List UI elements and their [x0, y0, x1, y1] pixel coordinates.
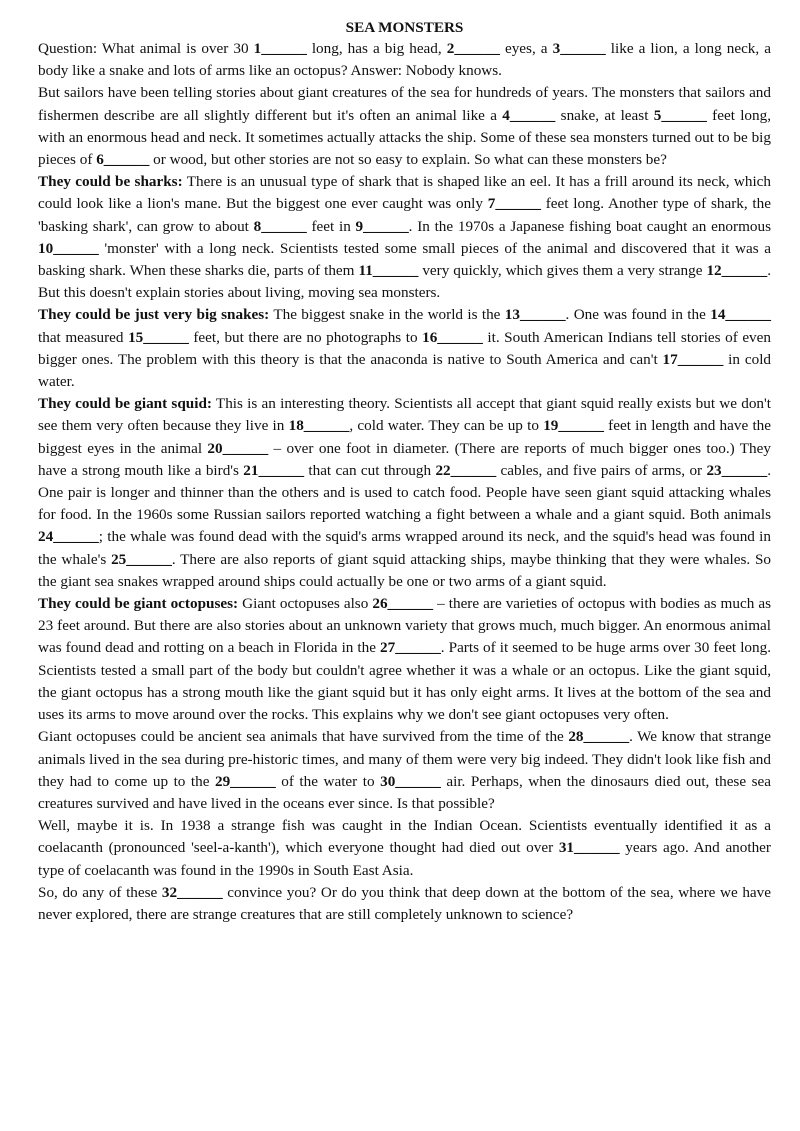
paragraph [38, 393, 771, 593]
text-run: – there are varieties of octopus with bodies as much as 23 feet around. But there are also stories about an unknown variety that grows much, much bigger. An enormous animal was found dead and rotting on a beach in Florida in the [38, 595, 771, 657]
text-run: Question: What animal is over 30 [38, 40, 254, 57]
paragraph [38, 726, 771, 815]
paragraph [38, 82, 771, 171]
gap-blank: 29______ [214, 772, 276, 790]
section-heading: They could be giant octopuses: [38, 595, 239, 613]
text-run: in cold water. [38, 350, 772, 391]
gap-blank: 20______ [207, 439, 269, 457]
gap-blank: 4______ [502, 106, 556, 124]
gap-blank: 6______ [96, 151, 150, 169]
paragraph [38, 815, 771, 882]
text-run: cables, and five pairs of arms, or [496, 461, 707, 479]
gap-blank: 27______ [380, 639, 441, 657]
gap-blank: 21______ [243, 461, 305, 479]
text-run: This is an interesting theory. Scientists all accept that giant squid really exists but we don't see them very often because they live in [38, 395, 771, 435]
text-run: feet, but there are no photographs to [188, 328, 423, 346]
text-run: Well, maybe it is. In 1938 a strange fish was caught in the Indian Ocean. Scientists eventually identified it as a coelacanth (pronounced 'seel-a-kanth'), which everyone thought had died out over [38, 817, 771, 857]
text-run: like a lion, a long neck, a body like a snake and lots of arms like an octopus? Answer: Nobody knows. [38, 40, 771, 80]
gap-blank: 30______ [380, 772, 441, 790]
text-run: There is an unusual type of shark that is shaped like an eel. It has a frill around its neck, which could look like a lion's mane. But the biggest one ever caught was only [38, 173, 771, 213]
text-run: . One pair is longer and thinner than the others and is used to catch food. People have seen giant squid attacking whales for food. In the 1960s some Russian sailors reported watching a fight between a whale and a giant squid. Both animals [38, 461, 771, 524]
gap-blank: 3______ [552, 40, 606, 57]
text-run: feet in [306, 217, 356, 235]
text-run: . In the 1970s a Japanese fishing boat caught an enormous [408, 217, 771, 235]
gap-blank: 8______ [253, 217, 307, 235]
text-run: So, do any of these [38, 883, 162, 901]
paragraph [38, 593, 771, 726]
gap-blank: 18______ [288, 417, 350, 435]
gap-blank: 1______ [253, 40, 307, 57]
text-run: , cold water. They can be up to [349, 417, 544, 435]
gap-blank: 14______ [710, 306, 771, 324]
paragraph [38, 38, 771, 82]
section-heading: They could be sharks: [38, 173, 183, 191]
gap-blank: 19______ [543, 417, 604, 435]
text-run: . One was found in the [565, 306, 711, 324]
gap-blank: 17______ [662, 350, 724, 368]
page-title: SEA MONSTERS [345, 19, 464, 36]
text-run: air. Perhaps, when the dinosaurs died out, these sea creatures survived and have lived in the oceans ever since. Is that possible? [38, 772, 771, 812]
gap-blank: 10______ [38, 239, 99, 257]
gap-blank: 32______ [161, 883, 223, 901]
gap-blank: 2______ [446, 40, 500, 57]
text-run: very quickly, which gives them a very strange [418, 262, 707, 280]
paragraph [38, 304, 771, 393]
gap-blank: 13______ [504, 306, 566, 324]
text-run: – over one foot in diameter. (There are reports of much bigger ones too.) They have a strong mouth like a bird's [38, 439, 771, 479]
gap-blank: 9______ [355, 217, 409, 235]
gap-blank: 26______ [372, 595, 434, 613]
text-run: that measured [38, 328, 129, 346]
gap-blank: 16______ [422, 328, 483, 346]
text-run: . We know that strange animals lived in the sea during pre-historic times, and many of them were very big indeed. They didn't look like fish and they had to come up to the [38, 728, 772, 790]
section-heading: They could be just very big snakes: [38, 306, 270, 324]
paragraph [38, 171, 771, 304]
gap-blank: 25______ [111, 550, 172, 568]
text-run: or wood, but other stories are not so easy to explain. So what can these monsters be? [149, 151, 667, 169]
text-run: . But this doesn't explain stories about living, moving sea monsters. [38, 262, 771, 302]
gap-blank: 23______ [706, 461, 768, 479]
section-heading: They could be giant squid: [38, 395, 212, 413]
gap-blank: 15______ [128, 328, 189, 346]
text-run: feet in length and have the biggest eyes in the animal [38, 417, 772, 457]
text-run: of the water to [275, 772, 381, 790]
text-run: . Parts of it seemed to be huge arms over 30 feet long. Scientists tested a small part of the body but couldn't agree whether it was a whale or an octopus. Like the giant squid, the giant octopus has a strong mouth like the giant squid but it has only eight arms. It lives at the bottom of the sea and uses its arms to move around over the rocks. This explains why we don't see giant octopuses very often. [38, 639, 771, 724]
text-run: snake, at least [555, 106, 654, 124]
text-run: The biggest snake in the world is the [269, 306, 505, 324]
gap-blank: 11______ [358, 262, 419, 280]
gap-blank: 28______ [568, 728, 630, 746]
gap-blank: 22______ [435, 461, 497, 479]
text-run: feet long, with an enormous head and neck. It sometimes actually attacks the ship. Some of these sea monsters turned out to be big pieces of [38, 106, 772, 169]
text-run: long, has a big head, [306, 40, 447, 57]
gap-blank: 7______ [487, 195, 541, 213]
text-run: ; the whale was found dead with the squid's arms wrapped around its neck, and the squid's head was found in the whale's [38, 528, 771, 568]
text-run: it. South American Indians tell stories of even bigger ones. The problem with this theory is that the anaconda is native to South America and can't [38, 328, 771, 368]
worksheet-body [38, 38, 771, 926]
gap-blank: 31______ [558, 839, 620, 857]
text-run: 'monster' with a long neck. Scientists tested some small pieces of the animal and discovered that it was a basking shark. When these sharks die, parts of them [38, 239, 771, 280]
gap-blank: 12______ [706, 262, 768, 280]
text-run: Giant octopuses also [238, 595, 373, 613]
text-run: eyes, a [499, 40, 553, 57]
gap-blank: 24______ [38, 528, 99, 546]
text-run: Giant octopuses could be ancient sea animals that have survived from the time of the [38, 728, 569, 746]
text-run: that can cut through [304, 461, 436, 479]
paragraph [38, 882, 771, 926]
gap-blank: 5______ [653, 106, 707, 124]
text-run: convince you? Or do you think that deep down at the bottom of the sea, where we have never explored, there are strange creatures that are still completely unknown to science? [38, 883, 772, 923]
text-run: years ago. And another type of coelacanth was found in the 1990s in South East Asia. [38, 839, 771, 879]
text-run: feet long. Another type of shark, the 'basking shark', can grow to about [38, 195, 771, 235]
text-run: . There are also reports of giant squid attacking ships, maybe thinking that they were whales. So the giant sea snakes wrapped around ships could actually be one or two arms of a giant squid. [38, 550, 771, 590]
text-run: But sailors have been telling stories about giant creatures of the sea for hundreds of years. The monsters that sailors and fishermen describe are all slightly different but it's often an animal like a [38, 84, 771, 124]
